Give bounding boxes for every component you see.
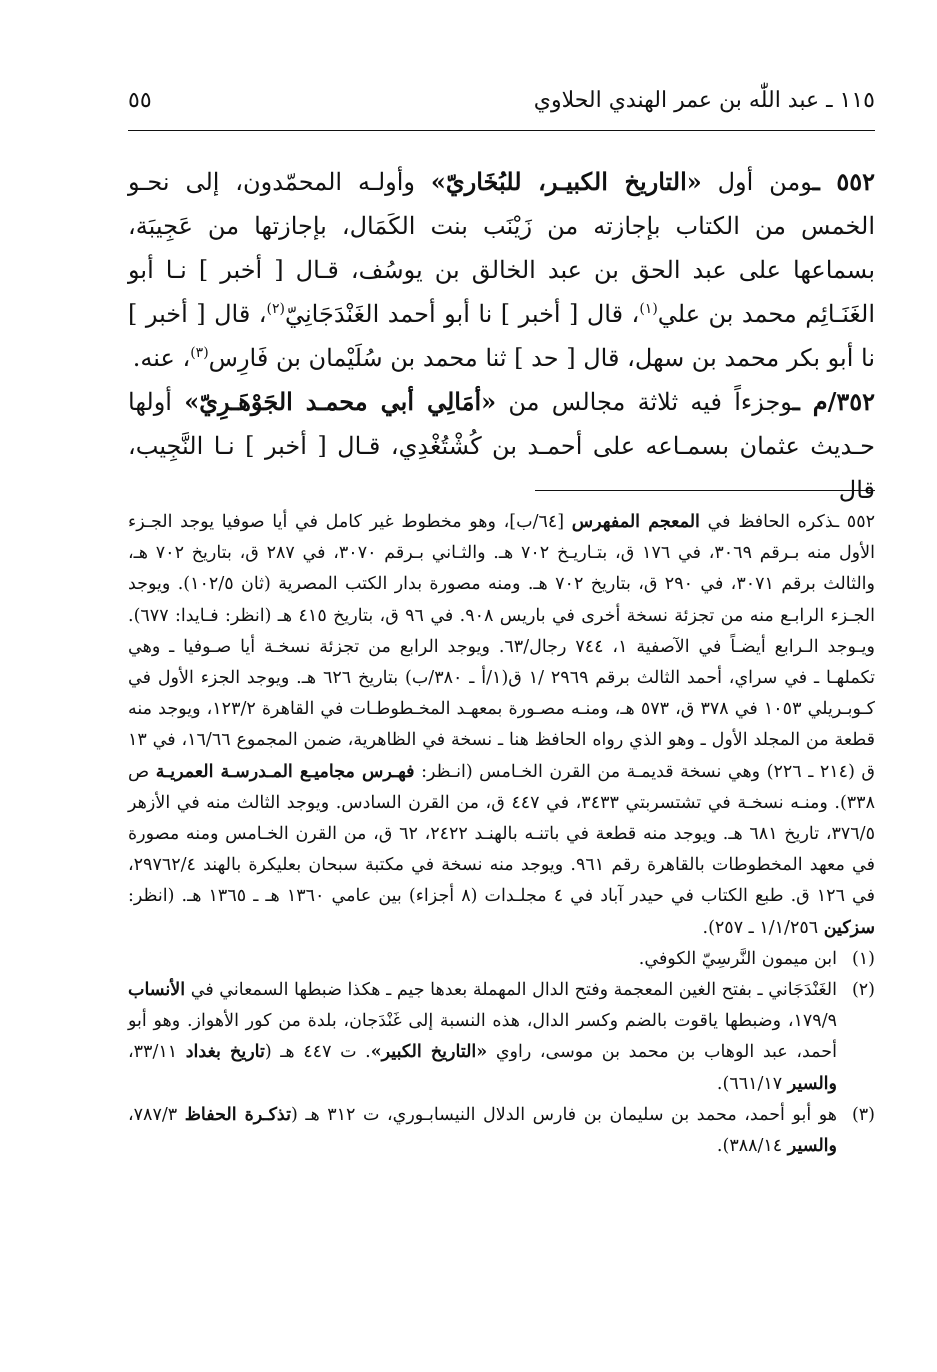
footnote-ref[interactable]: (١) [639, 301, 658, 317]
entry-text: وجزءاً فيه ثلاثة مجالس من [496, 388, 793, 416]
footnote-1 [128, 944, 875, 975]
footnote-552 [128, 507, 875, 944]
footnote-3 [128, 1100, 875, 1162]
footnote-text: ١/١/٢٥٦ ـ ٢٥٧). [702, 917, 824, 938]
footnote-text: ١٧٩/٩، وضبطها ياقوت بالضم وكسر الدال، هذه النسبة إلى غَنْدَجان، بلدة من كور الأهواز. وهو أبو أحمد، عبد الوهاب بن محمد بن موسى، راوي [128, 1011, 837, 1063]
entry-text: وأولـه المحمّدون، إلى نحـو الخمس من الكتاب بإجازته من زَيْنَب بنت الكَمَال، بإجازتها من عَجِيبَة، بسماعها على عبد الحق بن عبد الخالق بن يوسُف، قـال [ أخبر ] نـا أبو الغَنَـائِم محمد بن علي [128, 168, 875, 328]
footnote-marker: ٥٥٢ ـ [834, 512, 875, 532]
footnote-marker: (٣) [851, 1104, 875, 1125]
footnote-text: ٣٣/١١، [128, 1042, 186, 1063]
footnote-text: الغَنْدَجَاني ـ بفتح الغين المعجمة وفتح الدال المهملة بعدها جيم ـ هكذا ضبطها السمعاني في [185, 980, 837, 1001]
entry-number: ٣٥٢/م ـ [792, 387, 876, 416]
entry-352m [128, 380, 875, 512]
footnote-2 [128, 975, 875, 1100]
footnote-text: ٦٦١/١٧). [716, 1073, 788, 1094]
entry-text: أولها حـديث عثمان بسمـاعه على أحمـد بن كُشْتُغْدِي، قـال [ أخبر ] نـا النَّجِيب، قال [128, 388, 875, 504]
footnote-text: [٦٤/ب]، وهو مخطوط غير كامل في أيا صوفيا يوجد الجـزء الأول منه بـرقم ٣٠٦٩، في ١٧٦ ق، بتـاريـخ ٧٠٢ هـ. والثـاني بـرقم ٣٠٧٠، في ٢٨٧ ق، بتاريخ ٧٠٢ هـ، والثالث برقم ٣٠٧١، في ٢٩٠ ق، بتاريخ ٧٠٢ هـ. ومنه مصورة بدار الكتب المصرية (ثان ١٠٢/٥). ويوجد الجـزء الرابـع منه من تجزئة نسخة أخرى في باريس ٩٠٨. في ٩٦ ق، بتاريخ ٤١٥ هـ (انظر: فـايدا: ٦٧٧). ويـوجد الـرابع أيضـاً في الآصفية ١، ٧٤٤ رجال/٦٣. ويوجد الرابع من تجزئة نسخـة أيا صـوفيا ـ وهي تكملهـا ـ في سراي، أحمد الثالث برقم ٢٩٦٩ /١ ق(١/أ ـ ٣٨٠/ب) بتاريخ ٦٢٦ هـ. ويوجد الجزء الأول في كـوبـريلي ١٠٥٣ في ٣٧٨ ق، ٥٧٣ هـ، ومنـه مصـورة بمعهـد المخـطوطـات في القاهرة ١٢٣/٢، ويوجد منه قطعة من المجلد الأول ـ وهو الذي رواه الحافظ هنا ـ نسخة في الظاهرية، ضمن المجموع ١٦/٦٦، في ١٣ ق (٢١٤ ـ ٢٢٦) وهي نسخة قديمـة من القرن الخـامس (انـظر: [128, 512, 875, 782]
entry-text: ، عنه. [132, 344, 191, 372]
entry-text: ، قال [ أخبر ] نا أبو أحمد الغَنْدَجَانِيّ [285, 300, 640, 328]
footnotes [128, 507, 875, 1162]
footnote-text: ٣٨٨/١٤). [716, 1136, 788, 1157]
page-number: ٥٥ [128, 88, 152, 113]
book-title: «التاريخ الكبيـر، للبُخَاريّ» [430, 167, 702, 196]
footnote-text: ابن ميمون النَّرسِيّ الكوفي. [638, 948, 837, 969]
cited-work: تاريخ بغداد [185, 1042, 265, 1063]
header-rule [128, 130, 875, 131]
entry-552 [128, 160, 875, 380]
cited-work: والسير [787, 1136, 837, 1157]
footnote-marker: (١) [851, 948, 875, 969]
running-title: ١١٥ ـ عبد اللّٰه بن عمر الهندي الحلاوي [533, 88, 875, 113]
entry-text: ، قال [ أخبر ] نا أبو بكر محمد بن سهل، قال [ حد ] ثنا محمد بن سُلَيْمان بن فَارِس [128, 300, 875, 372]
entry-text: ومن أول [701, 168, 813, 196]
running-head [128, 88, 875, 128]
footnote-text: . ت ٤٤٧ هـ ( [264, 1042, 371, 1063]
cited-work: فهـرس مجاميـع المـدرسـة العمريـة [155, 761, 415, 782]
footnote-marker: (٢) [851, 980, 875, 1001]
main-text [128, 160, 875, 512]
cited-work: الأنساب [128, 980, 186, 1001]
footnote-text: ٧٨٧/٣، [128, 1104, 185, 1125]
footnote-text: ص ٣٣٨). ومنـه نسخـة في تشتسربتي ٣٤٣٣، في ٤٤٧ ق، من القرن السادس. ويوجد الثالث منه في الأزهر ٣٧٦/٥، تاريخ ٦٨١ هـ. ويوجد منه قطعة في باتنـه بالهنـد ٢٤٢٢، ٦٢ ق، من القرن الخـامس ومنه مصورة في معهد المخطوطات بالقاهرة رقم ٩٦١. ويوجد منه نسخة في مكتبة سبحان بعليكرة بالهند ٢٩٧٦٢/٤، في ١٢٦ ق. طبع الكتاب في حيدر آباد في ٤ مجلـدات (٨ أجزاء) بين عامي ١٣٦٠ هـ ـ ١٣٦٥ هـ. (انظر: [128, 761, 876, 907]
cited-work: سزكين [823, 917, 875, 938]
footnote-ref[interactable]: (٢) [266, 301, 285, 317]
footnote-text: ذكره الحافظ في [699, 512, 834, 532]
cited-work: والسير [787, 1073, 837, 1094]
footnote-ref[interactable]: (٣) [190, 345, 209, 361]
cited-work: «التاريخ الكبير» [370, 1042, 488, 1063]
footnote-separator [535, 490, 875, 491]
entry-number: ٥٥٢ ـ [812, 167, 875, 196]
cited-work: المعجم المفهرس [571, 512, 700, 532]
cited-work: تذكـرة الحفاظ [184, 1104, 291, 1125]
footnote-text: هو أبو أحمد، محمد بن سليمان بن فارس الدلال النيسابـوري، ت ٣١٢ هـ ( [290, 1104, 837, 1125]
book-title: «أمَالِي أبي محمـد الجَوْهَـرِيّ» [184, 387, 497, 416]
